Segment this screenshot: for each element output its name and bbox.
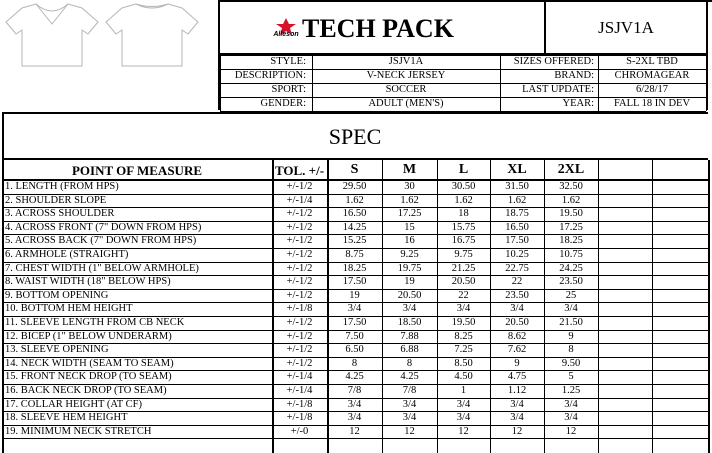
garment-sketch — [0, 0, 218, 110]
tol-cell: +/-1/2 — [286, 208, 313, 219]
size-value-cell: 18.75 — [505, 208, 529, 219]
tol-cell: +/-1/2 — [286, 331, 313, 342]
size-value-cell: 12 — [404, 426, 415, 437]
size-value-cell: 8.62 — [507, 331, 527, 342]
pom-cell: 13. SLEEVE OPENING — [5, 344, 109, 355]
size-value-cell: 4.25 — [400, 371, 419, 382]
size-value-cell: 8.50 — [454, 358, 473, 369]
size-value-cell: 19.50 — [451, 317, 476, 328]
tol-cell: +/-1/2 — [286, 317, 313, 328]
size-value-cell: 6.88 — [400, 344, 419, 355]
pom-cell: 11. SLEEVE LENGTH FROM CB NECK — [5, 317, 185, 328]
size-value-cell: 9.25 — [400, 249, 419, 260]
tol-cell: +/-1/4 — [286, 195, 313, 206]
size-value-cell: 6.50 — [345, 344, 364, 355]
logo-text: Alleson — [273, 31, 299, 38]
size-value-cell: 8 — [406, 358, 413, 369]
size-value-cell: 16.50 — [505, 222, 529, 233]
size-value-cell: 3/4 — [564, 399, 578, 410]
tol-header: TOL. +/- — [274, 163, 325, 178]
size-value-cell: 16 — [404, 235, 415, 246]
info-label: STYLE: — [270, 56, 306, 67]
pom-cell: 2. SHOULDER SLOPE — [5, 195, 107, 206]
size-value-cell: 31.50 — [505, 181, 529, 192]
pom-cell: 5. ACROSS BACK (7" DOWN FROM HPS) — [5, 235, 197, 246]
size-value-cell: 3/4 — [347, 303, 362, 314]
size-value-cell: 5 — [568, 371, 574, 382]
size-value-cell: 21.25 — [451, 263, 476, 274]
size-header: 2XL — [557, 162, 585, 177]
brand-logo — [266, 17, 306, 43]
spec-title: SPEC — [328, 124, 382, 149]
size-value-cell: 3/4 — [456, 412, 471, 423]
size-value-cell: 3/4 — [402, 412, 417, 423]
size-value-cell: 3/4 — [510, 412, 524, 423]
tol-cell: +/-1/2 — [286, 235, 313, 246]
size-value-cell: 18 — [458, 208, 469, 219]
info-value: CHROMAGEAR — [614, 70, 690, 81]
size-value-cell: 1.62 — [561, 195, 581, 206]
size-value-cell: 22 — [511, 276, 523, 287]
size-value-cell: 3/4 — [510, 399, 524, 410]
pom-cell: 16. BACK NECK DROP (TO SEAM) — [5, 385, 167, 396]
size-value-cell: 1.62 — [507, 195, 527, 206]
size-value-cell: 20.50 — [505, 317, 529, 328]
info-value: FALL 18 IN DEV — [613, 98, 691, 109]
info-label: YEAR: — [562, 98, 594, 109]
size-value-cell: 7.62 — [507, 344, 527, 355]
size-value-cell: 18.25 — [559, 235, 583, 246]
tol-cell: +/-1/2 — [286, 290, 313, 301]
info-value: ADULT (MEN'S) — [368, 98, 444, 109]
size-value-cell: 17.50 — [342, 317, 367, 328]
pom-cell: 17. COLLAR HEIGHT (AT CF) — [5, 399, 142, 410]
tol-cell: +/-1/2 — [286, 263, 313, 274]
size-value-cell: 3/4 — [347, 399, 362, 410]
size-value-cell: 9 — [514, 358, 520, 369]
pom-cell: 15. FRONT NECK DROP (TO SEAM) — [5, 371, 172, 382]
size-value-cell: 19 — [404, 276, 415, 287]
size-value-cell: 8.75 — [345, 249, 364, 260]
size-value-cell: 3/4 — [402, 303, 417, 314]
size-value-cell: 1.25 — [561, 385, 581, 396]
size-value-cell: 1.62 — [400, 195, 419, 206]
size-value-cell: 12 — [511, 426, 523, 437]
size-value-cell: 22 — [458, 290, 469, 301]
tol-cell: +/-1/8 — [286, 412, 313, 423]
size-value-cell: 22.75 — [505, 263, 529, 274]
tol-cell: +/-1/8 — [286, 399, 313, 410]
size-value-cell: 20.50 — [397, 290, 422, 301]
size-value-cell: 19 — [349, 290, 360, 301]
size-value-cell: 12 — [458, 426, 469, 437]
size-value-cell: 7.88 — [400, 331, 419, 342]
size-value-cell: 17.25 — [559, 222, 583, 233]
info-value: 6/28/17 — [635, 84, 669, 95]
size-value-cell: 16.50 — [342, 208, 367, 219]
size-value-cell: 18.50 — [397, 317, 422, 328]
size-value-cell: 3/4 — [564, 303, 578, 314]
tol-cell: +/-1/8 — [286, 303, 313, 314]
size-value-cell: 30 — [404, 181, 415, 192]
size-value-cell: 23.50 — [559, 276, 583, 287]
size-value-cell: 10.75 — [559, 249, 583, 260]
pom-header: POINT OF MEASURE — [71, 163, 202, 178]
size-value-cell: 3/4 — [456, 399, 471, 410]
size-value-cell: 10.25 — [505, 249, 529, 260]
info-label: BRAND: — [554, 70, 594, 81]
size-value-cell: 14.25 — [342, 222, 367, 233]
pom-cell: 9. BOTTOM OPENING — [5, 290, 109, 301]
info-label: DESCRIPTION: — [234, 70, 306, 81]
size-value-cell: 21.50 — [559, 317, 583, 328]
pom-cell: 12. BICEP (1" BELOW UNDERARM) — [5, 331, 172, 342]
size-value-cell: 23.50 — [505, 290, 529, 301]
size-value-cell: 8.25 — [454, 331, 473, 342]
size-header: M — [402, 162, 417, 177]
size-value-cell: 1.62 — [454, 195, 473, 206]
size-value-cell: 30.50 — [451, 181, 476, 192]
pom-cell: 4. ACROSS FRONT (7" DOWN FROM HPS) — [5, 222, 202, 233]
info-value: JSJV1A — [388, 56, 424, 67]
size-value-cell: 1 — [460, 385, 467, 396]
tol-cell: +/-1/4 — [286, 371, 313, 382]
size-value-cell: 3/4 — [510, 303, 524, 314]
size-value-cell: 7.25 — [454, 344, 473, 355]
size-value-cell: 20.50 — [451, 276, 476, 287]
size-value-cell: 7/8 — [402, 385, 417, 396]
pom-cell: 8. WAIST WIDTH (18" BELOW HPS) — [5, 276, 171, 287]
size-value-cell: 7.50 — [345, 331, 364, 342]
tol-cell: +/-1/2 — [286, 222, 313, 233]
size-value-cell: 8 — [351, 358, 358, 369]
pom-cell: 1. LENGTH (FROM HPS) — [5, 181, 119, 192]
size-value-cell: 15.75 — [451, 222, 476, 233]
size-value-cell: 19.75 — [397, 263, 422, 274]
size-header: XL — [507, 162, 527, 177]
size-value-cell: 4.25 — [345, 371, 364, 382]
tol-cell: +/-1/2 — [286, 358, 313, 369]
size-value-cell: 17.50 — [342, 276, 367, 287]
size-value-cell: 24.25 — [559, 263, 583, 274]
info-label: LAST UPDATE: — [522, 84, 594, 95]
tol-cell: +/-1/2 — [286, 276, 313, 287]
size-value-cell: 15 — [404, 222, 415, 233]
tol-cell: +/-1/4 — [286, 385, 313, 396]
size-value-cell: 25 — [565, 290, 577, 301]
size-value-cell: 4.75 — [507, 371, 527, 382]
page-title: TECH PACK — [302, 14, 454, 43]
tol-cell: +/-1/2 — [286, 181, 313, 192]
size-value-cell: 1.12 — [507, 385, 527, 396]
size-value-cell: 15.25 — [342, 235, 367, 246]
pom-cell: 10. BOTTOM HEM HEIGHT — [5, 303, 133, 314]
size-value-cell: 19.50 — [559, 208, 583, 219]
size-value-cell: 3/4 — [402, 399, 417, 410]
info-label: SPORT: — [271, 84, 306, 95]
tol-cell: +/-0 — [290, 426, 309, 437]
tol-cell: +/-1/2 — [286, 344, 313, 355]
info-value: SOCCER — [385, 84, 427, 95]
size-header: L — [458, 162, 469, 177]
size-value-cell: 3/4 — [456, 303, 471, 314]
info-value: V-NECK JERSEY — [366, 70, 446, 81]
info-label: GENDER: — [260, 98, 306, 109]
info-value: S-2XL TBD — [626, 56, 678, 67]
pom-cell: 7. CHEST WIDTH (1" BELOW ARMHOLE) — [5, 263, 199, 274]
pom-cell: 18. SLEEVE HEM HEIGHT — [5, 412, 128, 423]
size-value-cell: 7/8 — [347, 385, 362, 396]
pom-cell: 14. NECK WIDTH (SEAM TO SEAM) — [5, 358, 174, 369]
jersey-front-back-sketch — [0, 0, 218, 70]
size-value-cell: 18.25 — [342, 263, 367, 274]
size-value-cell: 1.62 — [345, 195, 364, 206]
size-value-cell: 16.75 — [451, 235, 476, 246]
size-value-cell: 8 — [568, 344, 574, 355]
size-value-cell: 17.50 — [505, 235, 529, 246]
size-header: S — [350, 162, 359, 177]
pom-cell: 19. MINIMUM NECK STRETCH — [5, 426, 152, 437]
size-value-cell: 12 — [565, 426, 577, 437]
size-value-cell: 3/4 — [347, 412, 362, 423]
size-value-cell: 4.50 — [454, 371, 473, 382]
size-value-cell: 32.50 — [559, 181, 583, 192]
size-value-cell: 29.50 — [342, 181, 367, 192]
size-value-cell: 3/4 — [564, 412, 578, 423]
pom-cell: 6. ARMHOLE (STRAIGHT) — [5, 249, 129, 260]
info-label: SIZES OFFERED: — [513, 56, 594, 67]
size-value-cell: 12 — [349, 426, 360, 437]
size-value-cell: 9.75 — [454, 249, 473, 260]
size-value-cell: 9 — [568, 331, 574, 342]
style-code: JSJV1A — [598, 18, 654, 37]
tol-cell: +/-1/2 — [286, 249, 313, 260]
pom-cell: 3. ACROSS SHOULDER — [5, 208, 115, 219]
size-value-cell: 9.50 — [561, 358, 581, 369]
size-value-cell: 17.25 — [397, 208, 422, 219]
